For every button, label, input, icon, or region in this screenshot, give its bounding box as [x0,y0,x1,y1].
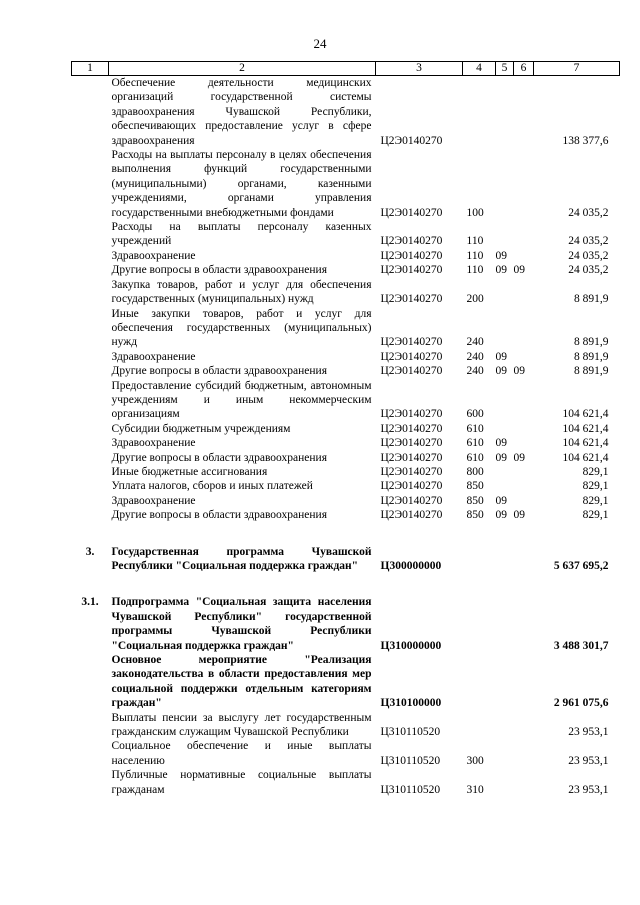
row-number [72,350,109,364]
row-name: Здравоохранение [111,249,196,262]
row-expense-type [463,711,496,740]
row-code: Ц2Э0140270 [380,408,443,421]
row-number [72,263,109,277]
row-section [496,307,514,350]
row-amount: 829,1 [582,509,609,522]
row-code: Ц2Э0140270 [380,264,443,277]
row-number [72,508,109,522]
row-number [72,739,109,768]
row-section [496,278,514,307]
row-number [72,379,109,422]
row-subsection [514,220,534,249]
row-number [72,465,109,479]
row-amount: 24 035,2 [568,264,609,277]
row-section: 09 [495,437,507,450]
row-name: Другие вопросы в области здравоохранения [111,451,327,464]
row-number [72,768,109,797]
row-name: Здравоохранение [111,494,196,507]
row-number [72,148,109,220]
row-section [496,545,514,574]
table-body [72,76,620,798]
row-expense-type: 310 [466,783,484,796]
row-subsection: 09 [513,509,525,522]
row-name: Другие вопросы в области здравоохранения [111,264,327,277]
row-name: Расходы на выплаты персоналу казенных учреждений [111,221,372,248]
row-subsection [514,307,534,350]
table-row [72,350,620,364]
table-row [72,307,620,350]
table-row [72,422,620,436]
row-number [72,436,109,450]
row-expense-type: 300 [466,754,484,767]
row-amount: 104 621,4 [562,437,609,450]
table-row [72,768,620,797]
row-section [496,595,514,653]
table-row [72,465,620,479]
table-row [72,76,620,149]
row-section [496,422,514,436]
row-code: Ц2Э0140270 [380,350,443,363]
row-expense-type: 110 [466,264,484,277]
row-subsection [514,76,534,149]
table-row [72,220,620,249]
row-subsection [514,653,534,711]
row-expense-type: 240 [466,336,484,349]
column-header: 2 [109,62,376,76]
row-section [496,465,514,479]
row-name: Иные бюджетные ассигнования [111,465,268,478]
row-amount: 104 621,4 [562,451,609,464]
row-section [496,653,514,711]
row-code: Ц2Э0140270 [380,465,443,478]
table-row [72,653,620,711]
row-expense-type: 100 [466,206,484,219]
row-subsection [514,739,534,768]
row-subsection [514,422,534,436]
row-name: Другие вопросы в области здравоохранения [111,509,327,522]
row-expense-type: 240 [466,350,484,363]
table-row [72,436,620,450]
table-header [72,62,620,76]
row-code: Ц2Э0140270 [380,249,443,262]
row-number [72,278,109,307]
row-spacer [72,523,620,545]
table-row [72,278,620,307]
row-amount: 23 953,1 [568,726,609,739]
row-code: Ц310110520 [380,783,441,796]
column-header: 1 [72,62,109,76]
row-amount: 104 621,4 [562,408,609,421]
row-amount: 23 953,1 [568,783,609,796]
row-expense-type: 610 [466,437,484,450]
row-amount: 5 637 695,2 [553,560,609,572]
row-subsection [514,249,534,263]
row-amount: 24 035,2 [568,235,609,248]
row-section [496,739,514,768]
budget-table [71,61,620,797]
row-amount: 829,1 [582,480,609,493]
row-code: Ц310100000 [380,697,442,710]
row-number [72,307,109,350]
table-row [72,508,620,522]
row-amount: 829,1 [582,465,609,478]
row-name: Государственная программа Чувашской Республики "Социальная поддержка граждан" [111,545,372,572]
row-section: 09 [495,365,507,378]
row-amount: 24 035,2 [568,206,609,219]
column-header: 3 [376,62,463,76]
table-row [72,595,620,653]
row-name: Закупка товаров, работ и услуг для обеспечения государственных (муниципальных) нужд [111,278,372,306]
row-code: Ц2Э0140270 [380,437,443,450]
row-number [72,422,109,436]
row-amount: 8 891,9 [574,336,609,349]
table-row [72,739,620,768]
row-number [72,76,109,149]
row-amount: 23 953,1 [568,754,609,767]
row-name: Здравоохранение [111,350,196,363]
table-row [72,494,620,508]
row-amount: 24 035,2 [568,249,609,262]
row-number [72,653,109,711]
row-section [496,148,514,220]
row-subsection [514,595,534,653]
row-name: Обеспечение деятельности медицинских организаций государственной системы здравоохранения Чувашской Республики, обеспечивающих предоставление услуг в сфере здравоохранения [111,77,372,147]
row-expense-type [463,76,496,149]
row-section [496,379,514,422]
row-section: 09 [495,494,507,507]
page-number: 24 [313,36,327,51]
table-row [72,364,620,378]
row-expense-type [463,653,496,711]
row-subsection [514,379,534,422]
column-header: 6 [514,62,534,76]
row-expense-type: 600 [466,408,484,421]
row-expense-type [463,545,496,574]
row-subsection [514,768,534,797]
row-name: Уплата налогов, сборов и иных платежей [111,480,313,493]
row-code: Ц310110520 [380,754,441,767]
row-section [496,479,514,493]
row-code: Ц2Э0140270 [380,451,443,464]
row-code: Ц2Э0140270 [380,206,443,219]
row-code: Ц2Э0140270 [380,494,443,507]
row-subsection [514,711,534,740]
row-subsection [514,465,534,479]
row-name: Публичные нормативные социальные выплаты гражданам [111,769,372,796]
row-section [496,711,514,740]
row-number [72,249,109,263]
column-header: 7 [534,62,620,76]
row-code: Ц2Э0140270 [380,134,443,147]
row-name: Предоставление субсидий бюджетным, автономным учреждениям и иным некоммерческим организациям [111,379,372,421]
row-section: 09 [495,509,507,522]
row-code: Ц2Э0140270 [380,509,443,522]
row-expense-type: 850 [466,480,484,493]
row-name: Субсидии бюджетным учреждениям [111,422,291,435]
row-amount: 8 891,9 [574,350,609,363]
row-number [72,364,109,378]
row-expense-type: 850 [466,494,484,507]
row-section: 09 [495,350,507,363]
row-expense-type: 110 [466,235,484,248]
row-subsection [514,350,534,364]
table-row [72,263,620,277]
row-spacer [72,573,620,595]
row-code: Ц310110520 [380,726,441,739]
row-amount: 104 621,4 [562,422,609,435]
row-name: Другие вопросы в области здравоохранения [111,365,327,378]
row-section [496,768,514,797]
table-row [72,451,620,465]
row-code: Ц2Э0140270 [380,293,443,306]
row-subsection: 09 [513,365,525,378]
row-number: 3. [85,545,95,558]
table-row [72,379,620,422]
table-row [72,148,620,220]
row-amount: 2 961 075,6 [553,697,609,710]
row-subsection [514,545,534,574]
row-expense-type: 800 [466,465,484,478]
row-section [496,76,514,149]
row-code: Ц310000000 [380,639,442,652]
row-subsection [514,494,534,508]
table-row [72,711,620,740]
row-number [72,220,109,249]
row-number [72,711,109,740]
row-expense-type: 200 [466,293,484,306]
row-subsection [514,436,534,450]
row-expense-type: 240 [466,365,484,378]
column-header: 4 [463,62,496,76]
table-row [72,545,620,574]
row-number [72,451,109,465]
row-subsection [514,278,534,307]
row-name: Выплаты пенсии за выслугу лет государственным гражданским служащим Чувашской Республики [111,711,372,739]
row-name: Здравоохранение [111,437,196,450]
row-number [72,494,109,508]
row-subsection: 09 [513,264,525,277]
row-subsection [514,148,534,220]
row-expense-type [463,595,496,653]
row-name: Иные закупки товаров, работ и услуг для обеспечения государственных (муниципальных) нужд [111,307,372,349]
row-subsection [514,479,534,493]
row-code: Ц2Э0140270 [380,480,443,493]
row-amount: 829,1 [582,494,609,507]
row-amount: 3 488 301,7 [553,639,609,652]
row-section: 09 [495,264,507,277]
table-row [72,249,620,263]
table-row [72,479,620,493]
row-expense-type: 850 [466,509,484,522]
row-amount: 8 891,9 [574,365,609,378]
row-expense-type: 610 [466,422,484,435]
row-section: 09 [495,249,507,262]
row-code: Ц300000000 [380,560,442,572]
row-code: Ц2Э0140270 [380,422,443,435]
row-name: Основное мероприятие "Реализация законодательства в области предоставления мер социальной поддержки отдельным категориям граждан" [111,654,372,710]
row-name: Социальное обеспечение и иные выплаты населению [111,740,372,767]
row-name: Расходы на выплаты персоналу в целях обеспечения выполнения функций государственными (муниципальными) органами, казенными учреждениями, органами управления государственными внебюджетными фондами [111,149,372,219]
row-section: 09 [495,451,507,464]
row-expense-type: 610 [466,451,484,464]
row-number [72,479,109,493]
row-code: Ц2Э0140270 [380,235,443,248]
row-amount: 8 891,9 [574,293,609,306]
row-name: Подпрограмма "Социальная защита населения Чувашской Республики" государственной программы Чувашской Республики "Социальная поддержка граждан" [111,596,372,652]
row-expense-type: 110 [466,249,484,262]
row-code: Ц2Э0140270 [380,336,443,349]
column-header: 5 [496,62,514,76]
row-section [496,220,514,249]
row-subsection: 09 [513,451,525,464]
row-code: Ц2Э0140270 [380,365,443,378]
row-amount: 138 377,6 [562,134,609,147]
row-number: 3.1. [81,596,99,609]
